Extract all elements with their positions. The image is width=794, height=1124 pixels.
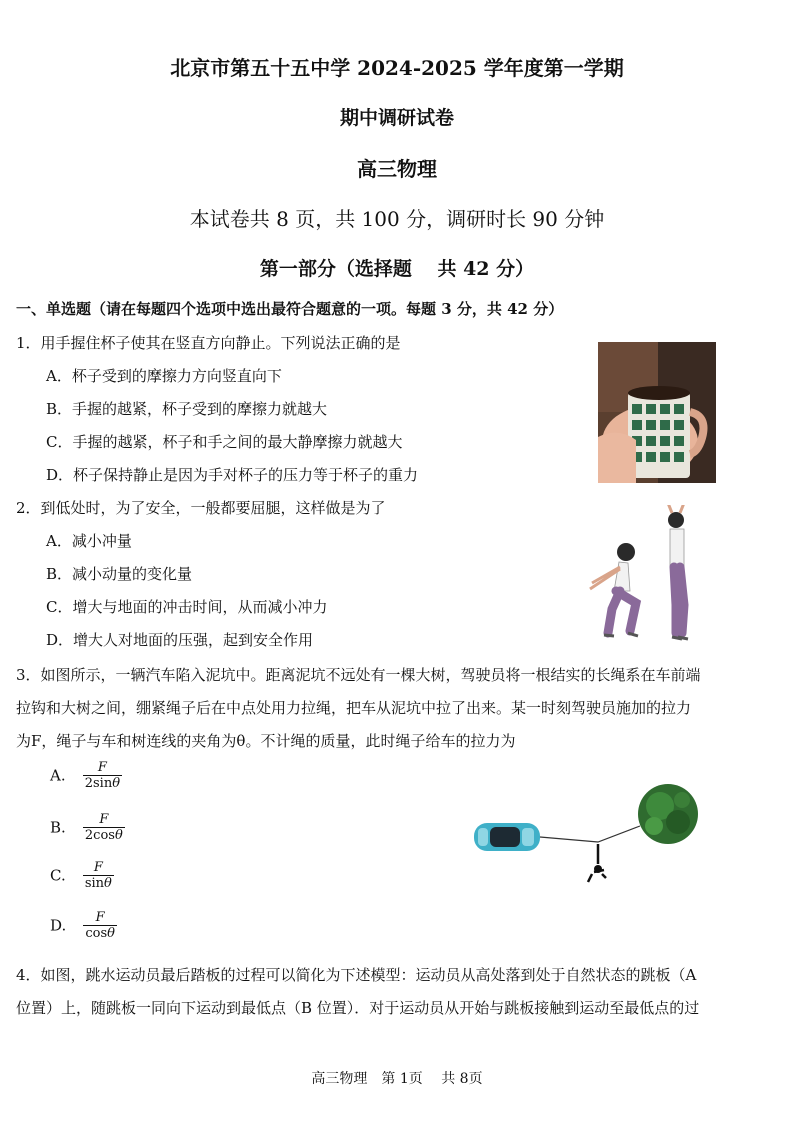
numerator: F <box>95 910 105 925</box>
q4-line-1: 4．如图，跳水运动员最后踏板的过程可以简化为下述模型：运动员从高处落到处于自然状态的跳板（A <box>16 966 697 984</box>
q2-option-c: C．增大与地面的冲击时间，从而减小冲力 <box>46 598 328 616</box>
q2-option-a: A．减小冲量 <box>46 532 132 550</box>
fraction <box>83 910 117 941</box>
numerator: F <box>93 860 103 875</box>
q3-line-2: 拉钩和大树之间，绷紧绳子后在中点处用力拉绳，把车从泥坑中拉了出来。某一时刻驾驶员施加的拉力 <box>16 699 692 717</box>
numerator: F <box>97 760 107 775</box>
q3-line-1: 3．如图所示，一辆汽车陷入泥坑中。距离泥坑不远处有一棵大树，驾驶员将一根结实的长绳系在车前端 <box>16 666 701 684</box>
var: θ <box>107 926 115 941</box>
option-label: C. <box>50 866 66 885</box>
car-tree-rope <box>470 778 700 888</box>
fn: cos <box>93 828 115 843</box>
coef: 2 <box>84 776 93 791</box>
q3-option-b <box>50 812 125 843</box>
q1-option-d: D．杯子保持静止是因为手对杯子的压力等于杯子的重力 <box>46 466 419 484</box>
coef: 2 <box>84 828 94 843</box>
q1-stem: 1．用手握住杯子使其在竖直方向静止。下列说法正确的是 <box>16 334 401 352</box>
fn: cos <box>85 926 108 941</box>
subject-title: 高三物理 <box>357 157 437 181</box>
q3-option-a <box>50 760 122 791</box>
var: θ <box>104 876 112 891</box>
fn: sin <box>84 876 105 891</box>
q1-option-c: C．手握的越紧，杯子和手之间的最大静摩擦力就越大 <box>46 433 403 451</box>
fraction <box>83 812 125 843</box>
numerator: F <box>99 812 109 827</box>
fraction <box>83 860 114 891</box>
option-label: A. <box>50 766 66 785</box>
part-title: 第一部分（选择题 共 42 分） <box>259 258 535 280</box>
denominator <box>83 827 125 843</box>
squat-figures <box>572 505 712 647</box>
var: θ <box>112 776 121 791</box>
fraction <box>83 760 122 791</box>
exam-subtitle: 期中调研试卷 <box>339 107 454 129</box>
var: θ <box>114 828 123 843</box>
q2-option-d: D．增大人对地面的压强，起到安全作用 <box>46 631 314 649</box>
denominator <box>83 925 117 941</box>
q1-option-b: B．手握的越紧，杯子受到的摩擦力就越大 <box>46 400 328 418</box>
q4-line-2: 位置）上，随跳板一同向下运动到最低点（B 位置）．对于运动员从开始与跳板接触到运动至最低点的过 <box>16 999 700 1017</box>
q2-stem: 2．到低处时，为了安全，一般都要屈腿，这样做是为了 <box>16 499 386 517</box>
option-label: D. <box>50 916 67 935</box>
q3-option-c <box>50 860 114 891</box>
q3-option-d <box>50 910 117 941</box>
exam-title: 北京市第五十五中学 2024-2025 学年度第一学期 <box>170 56 624 80</box>
q3-line-3: 为F，绳子与车和树连线的夹角为θ。不计绳的质量，此时绳子给车的拉力为 <box>16 732 516 750</box>
q1-option-a: A．杯子受到的摩擦力方向竖直向下 <box>46 367 282 385</box>
denominator <box>83 875 114 891</box>
page-footer: 高三物理 第 1页 共 8页 <box>311 1071 483 1087</box>
section-heading: 一、单选题（请在每题四个选项中选出最符合题意的一项。每题 3 分，共 42 分） <box>16 300 564 318</box>
option-label: B. <box>50 818 66 837</box>
cup-photo <box>598 342 716 483</box>
denominator <box>83 775 122 791</box>
q2-option-b: B．减小动量的变化量 <box>46 565 193 583</box>
exam-info: 本试卷共 8 页，共 100 分，调研时长 90 分钟 <box>189 207 605 231</box>
fn: sin <box>92 776 113 791</box>
